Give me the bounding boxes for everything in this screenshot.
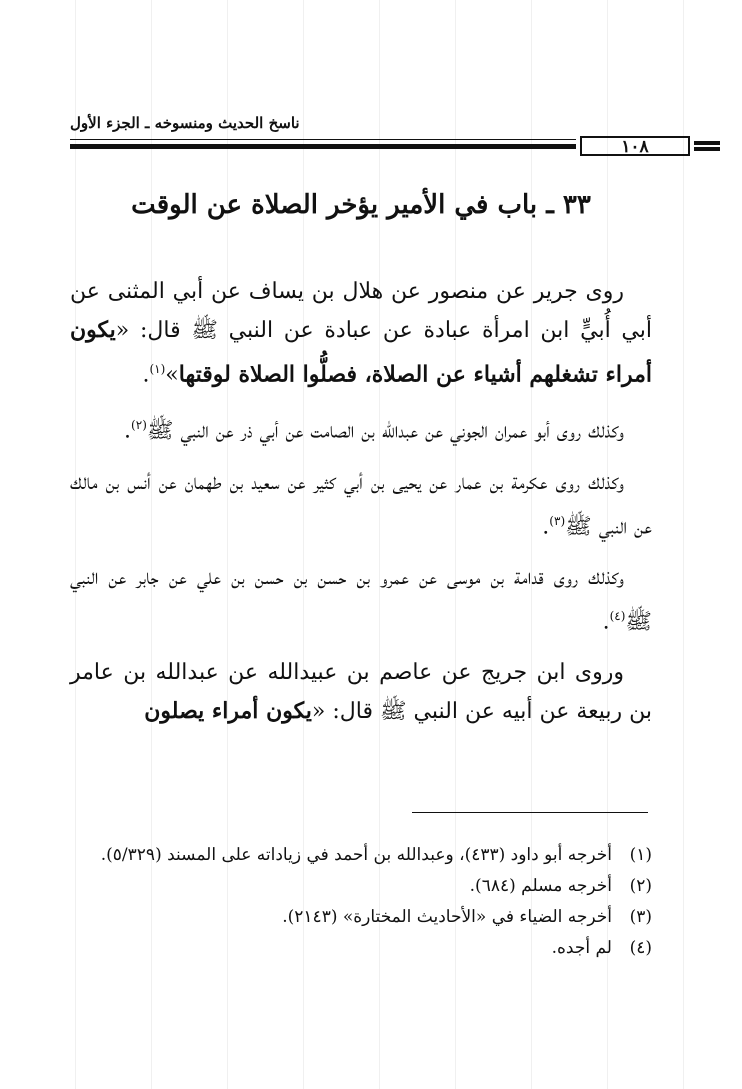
paragraph-end: . bbox=[124, 418, 132, 444]
paragraph-end: . bbox=[602, 609, 610, 635]
quote-close: » bbox=[165, 362, 179, 388]
paragraph-2 bbox=[70, 406, 652, 450]
footnote-text: لم أجده. bbox=[551, 938, 612, 958]
thin-rule bbox=[70, 139, 576, 140]
paragraph-1 bbox=[70, 272, 652, 394]
footnote-1 bbox=[70, 840, 652, 871]
paragraph-5 bbox=[70, 653, 652, 731]
thick-rule bbox=[70, 144, 576, 149]
running-title: ناسخ الحديث ومنسوخه ـ الجزء الأول bbox=[70, 114, 300, 132]
hadith-quote: يكون أمراء يصلون bbox=[144, 698, 312, 725]
right-rule bbox=[694, 141, 720, 145]
footnote-ref: (١) bbox=[149, 362, 166, 376]
footnote-text: أخرجه مسلم (٦٨٤). bbox=[469, 876, 612, 896]
paragraph-lead: وكذلك روى أبو عمران الجوني عن عبدالله بن الصامت عن أبي ذر عن النبي ﷺ bbox=[146, 418, 624, 444]
footnote-number: (٤) bbox=[629, 938, 652, 958]
paragraph-lead: وكذلك روى عكرمة بن عمار عن يحيى بن أبي كثير عن سعيد بن طهمان عن أنس بن مالك عن النبي ﷺ bbox=[70, 469, 652, 539]
footnote-number: (١) bbox=[629, 845, 652, 865]
header-rule bbox=[70, 136, 652, 160]
footnote-number: (٢) bbox=[629, 876, 652, 896]
footnote-text: أخرجه أبو داود (٤٣٣)، وعبدالله بن أحمد في زياداته على المسند (٥/٣٢٩). bbox=[100, 845, 612, 865]
footnote-ref: (٢) bbox=[131, 418, 147, 433]
paragraph-4 bbox=[70, 558, 652, 641]
footnote-separator bbox=[412, 812, 648, 813]
footnote-text: أخرجه الضياء في «الأحاديث المختارة» (٢١٤٣). bbox=[282, 907, 612, 927]
paragraph-end: . bbox=[542, 513, 550, 539]
footnote-2 bbox=[70, 871, 652, 902]
footnote-ref: (٣) bbox=[549, 513, 566, 528]
paragraph-lead: وروى ابن جريج عن عاصم بن عبيدالله عن عبدالله بن عامر بن ربيعة عن أبيه عن النبي ﷺ قال: « bbox=[70, 660, 652, 725]
footnotes bbox=[70, 840, 652, 964]
paragraph-lead: وكذلك روى قدامة بن موسى عن عمرو بن حسن بن حسن بن علي عن جابر عن النبي ﷺ bbox=[70, 564, 652, 635]
paragraph-end: . bbox=[142, 362, 150, 388]
footnote-ref: (٤) bbox=[609, 608, 626, 623]
body-text bbox=[70, 272, 652, 743]
footnote-4 bbox=[70, 933, 652, 964]
paragraph-3 bbox=[70, 463, 652, 546]
paragraph-lead: روى جرير عن منصور عن هلال بن يساف عن أبي المثنى عن أبي أُبيٍّ ابن امرأة عبادة عن عبادة عن النبي ﷺ قال: « bbox=[70, 279, 652, 343]
footnote-3 bbox=[70, 902, 652, 933]
chapter-title: ٣٣ ـ باب في الأمير يؤخر الصلاة عن الوقت bbox=[131, 190, 591, 220]
footnote-number: (٣) bbox=[629, 907, 652, 927]
page-number: ١٠٨ bbox=[580, 136, 690, 156]
hadith-quote: يكون أمراء تشغلهم أشياء عن الصلاة، فصلُّوا الصلاة لوقتها bbox=[70, 317, 652, 388]
